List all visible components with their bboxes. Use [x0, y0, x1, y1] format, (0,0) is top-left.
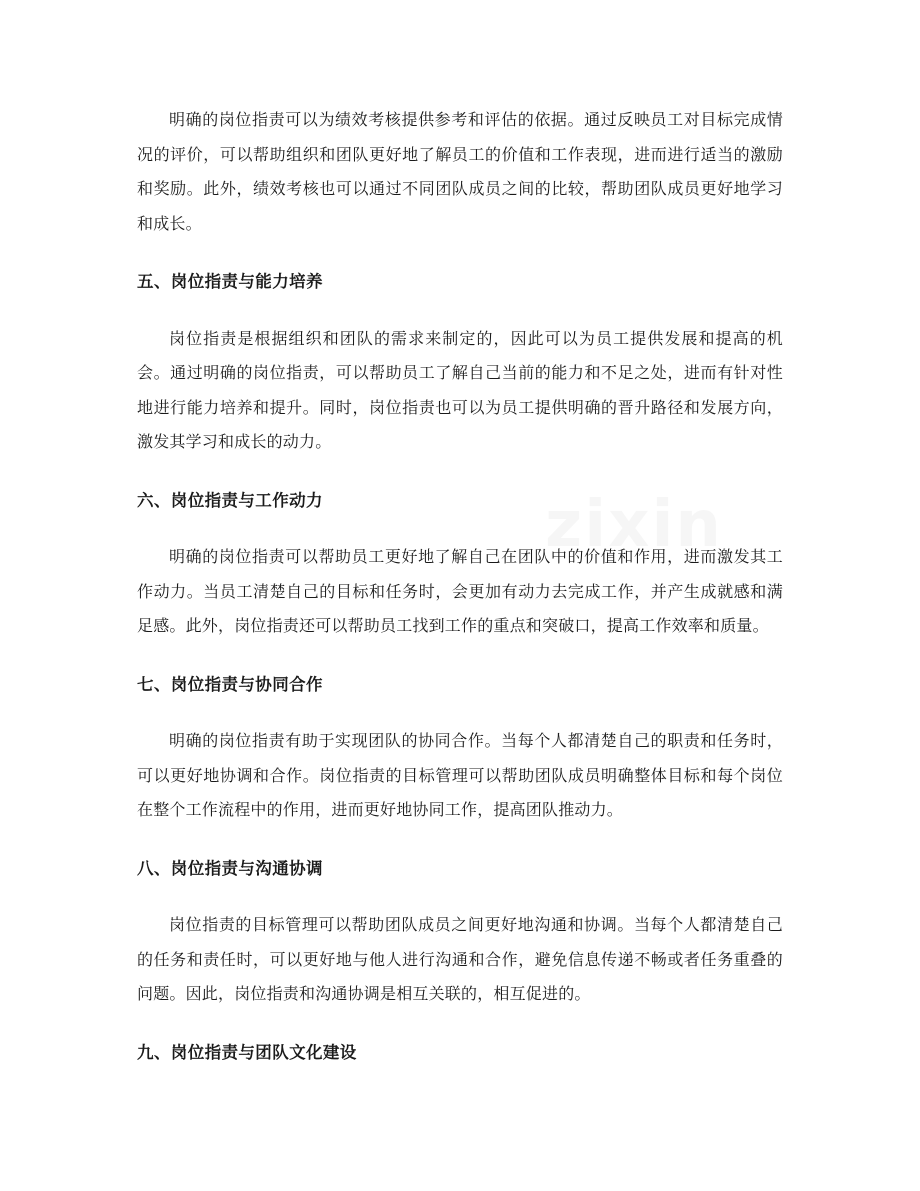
paragraph-communication: 岗位指责的目标管理可以帮助团队成员之间更好地沟通和协调。当每个人都清楚自己的任务和责任时，可以更好地与他人进行沟通和合作，避免信息传递不畅或者任务重叠的问题。因此，岗位指责和沟通协调是相互关联的，相互促进的。: [137, 915, 783, 1003]
heading-collaboration: 七、岗位指责与协同合作: [137, 674, 323, 694]
spacer: [137, 460, 783, 484]
heading-work-motivation: 六、岗位指责与工作动力: [137, 490, 323, 510]
paragraph-collaboration: 明确的岗位指责有助于实现团队的协同合作。当每个人都清楚自己的职责和任务时，可以更好地协调和合作。岗位指责的目标管理可以帮助团队成员明确整体目标和每个岗位在整个工作流程中的作用，进而更好地协同工作，提高团队推动力。: [137, 731, 783, 819]
spacer: [137, 644, 783, 668]
spacer: [137, 518, 783, 540]
paragraph-performance-review: 明确的岗位指责可以为绩效考核提供参考和评估的依据。通过反映员工对目标完成情况的评价，可以帮助组织和团队更好地了解员工的价值和工作表现，进而进行适当的激励和奖励。此外，绩效考核也可以通过不同团队成员之间的比较，帮助团队成员更好地学习和成长。: [137, 110, 783, 233]
heading-communication: 八、岗位指责与沟通协调: [137, 858, 323, 878]
heading-ability-training: 五、岗位指责与能力培养: [137, 272, 323, 291]
spacer: [137, 300, 783, 322]
spacer: [137, 241, 783, 265]
heading-team-culture: 九、岗位指责与团队文化建设: [137, 1042, 357, 1062]
spacer: [137, 886, 783, 908]
spacer: [137, 1012, 783, 1036]
spacer: [137, 702, 783, 724]
spacer: [137, 828, 783, 852]
paragraph-ability-training: 岗位指责是根据组织和团队的需求来制定的，因此可以为员工提供发展和提高的机会。通过明确的岗位指责，可以帮助员工了解自己当前的能力和不足之处，进而有针对性地进行能力培养和提升。同时，岗位指责也可以为员工提供明确的晋升路径和发展方向，激发其学习和成长的动力。: [137, 328, 783, 451]
paragraph-work-motivation: 明确的岗位指责可以帮助员工更好地了解自己在团队中的价值和作用，进而激发其工作动力。当员工清楚自己的目标和任务时，会更加有动力去完成工作，并产生成就感和满足感。此外，岗位指责还可以帮助员工找到工作的重点和突破口，提高工作效率和质量。: [137, 547, 783, 635]
